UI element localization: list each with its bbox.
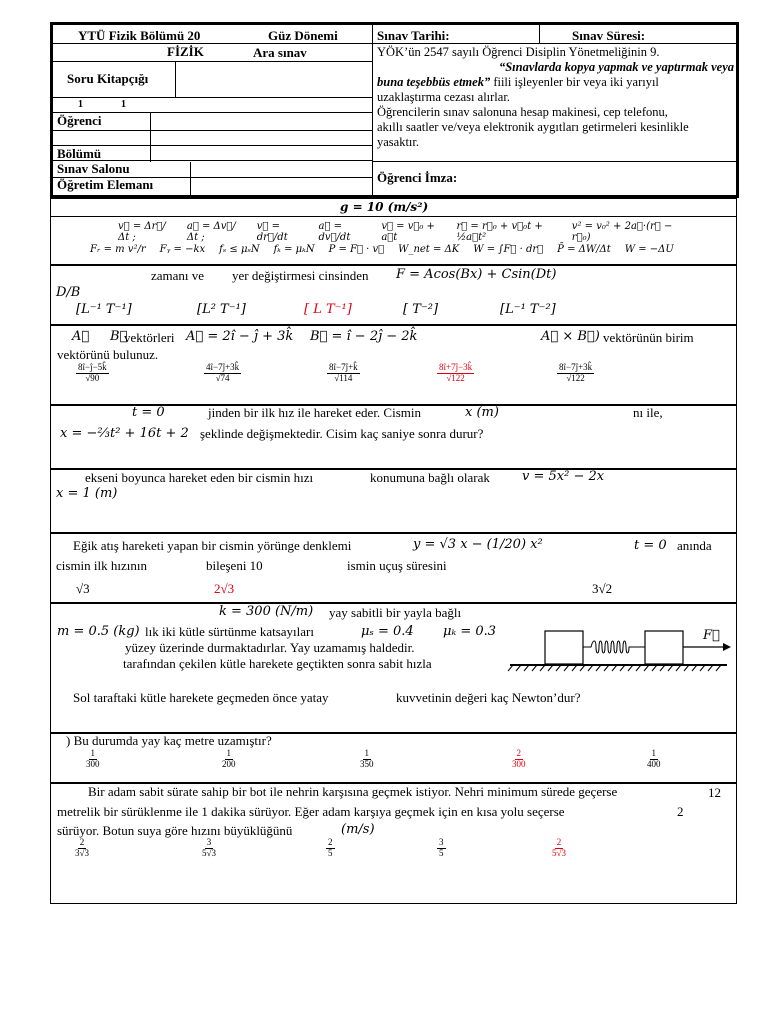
- q5-line2-a: cismin ilk hızının: [56, 558, 147, 573]
- q5-option-c: 3√2: [592, 581, 613, 596]
- q3-equation: x = −⅔t² + 16t + 2: [60, 426, 189, 441]
- course-line: YTÜ Fizik Bölümü 20: [78, 28, 201, 43]
- formula-row-2: Fᵣ = m v²/r Fᵧ = −kx fₛ ≤ μₛN fₖ = μₖN P = F⃗ · v⃗ W_net = ΔK W = ∫F⃗ · dr⃗ P̄ = ΔW/Δt W = −ΔU: [90, 244, 674, 255]
- q4-equation: v = 5x² − 2x: [522, 469, 605, 484]
- q8-option-a: $\frac{2}{3√3}$: [75, 837, 89, 858]
- q8-line2: metrelik bir sürüklenme ile 1 dakika sürüyor. Eğer adam karşıya geçmek için en kısa yolu seçerse: [57, 804, 565, 819]
- q6-mus: μₛ = 0.4: [361, 624, 414, 639]
- q6-muk: μₖ = 0.3: [443, 624, 497, 639]
- q8-option-e: $\frac{2}{5√3}$: [552, 837, 566, 858]
- q3-text-b: nı ile,: [633, 405, 663, 420]
- q3-t0: t = 0: [132, 405, 165, 420]
- exam-duration-label: Sınav Süresi:: [572, 28, 646, 43]
- q1-text-b: yer değiştirmesi cinsinden: [232, 268, 369, 283]
- term: Güz Dönemi: [268, 28, 338, 43]
- q2-option-a: $\frac{8î-ĵ-5k̂}{√90}$: [78, 362, 107, 383]
- rules-text: YÖK’ün 2547 sayılı Öğrenci Disiplin Yönetmeliğinin 9. “Sınavlarda kopya yapmak ve yaptırmak veya buna teşebbüs etmek” fiili işleyenler bir veya iki yarıyıl uzaklaştırma cezası alırlar. Öğrencilerin sınav salonuna hesap makinesi, cep telefonu, akıllı saatler ve/veya elektronik aygıtları getirmeleri kesinlikle yasaktır.: [377, 45, 734, 149]
- q8-line1: Bir adam sabit sürate sahip bir bot ile nehrin karşısına geçmek istiyor. Nehri minimum sürede geçerse: [88, 784, 618, 799]
- booklet-label: Soru Kitapçığı: [67, 71, 149, 86]
- q1-option-d: [ T⁻²]: [403, 302, 439, 317]
- formula-row-1: v⃗ = Δr⃗/Δt ; a⃗ = Δv⃗/Δt ; v⃗ = dr⃗/dt a⃗ = dv⃗/dt v⃗ = v⃗₀ + a⃗t r⃗ = r⃗₀ + v⃗₀t + ½a⃗t² v² = v₀² + 2a⃗·(r⃗ − r⃗₀): [118, 221, 673, 243]
- force-arrow-head: [723, 643, 731, 651]
- q8-unit: (m/s): [341, 822, 375, 837]
- q6-m: m = 0.5 (kg): [57, 624, 140, 639]
- q6-line5: Sol taraftaki kütle harekete geçmeden önce yatay: [73, 690, 329, 705]
- q7-option-b: $\frac{1}{200}$: [222, 748, 236, 769]
- q2-b-def: B⃗ = î − 2ĵ − 2k̂: [310, 329, 418, 344]
- exam-date-label: Sınav Tarihi:: [377, 28, 450, 43]
- room-label: Sınav Salonu: [57, 161, 130, 176]
- subject: FİZİK: [167, 44, 204, 59]
- force-label: F⃗: [703, 628, 720, 643]
- q2-a-vec: A⃗: [72, 329, 90, 344]
- q2-text: vektörleri: [124, 330, 175, 345]
- left-block: [545, 631, 583, 664]
- q2-text-end: vektörünün birim: [603, 330, 694, 345]
- q5-text-a: Eğik atış hareketi yapan bir cismin yörünge denklemi: [73, 538, 352, 553]
- q7-option-a: $\frac{1}{300}$: [86, 748, 100, 769]
- exam-type: Ara sınav: [253, 45, 307, 60]
- gravity-constant: g = 10 (m/s²): [340, 200, 429, 214]
- q5-line2-c: ismin uçuş süresini: [347, 558, 447, 573]
- signature-label: Öğrenci İmza:: [377, 170, 458, 185]
- q2-line2: vektörünü bulunuz.: [57, 347, 159, 362]
- q2-option-d: $\frac{8î+7ĵ-3k̂}{√122}$: [439, 362, 473, 383]
- booklet-mark-1: 1: [78, 99, 83, 110]
- q5-option-b: 2√3: [214, 581, 235, 596]
- q1-formula: F = Acos(Bx) + Csin(Dt): [396, 267, 557, 282]
- q2-b-vec: B⃗: [110, 329, 128, 344]
- q5-text-b: anında: [677, 538, 712, 553]
- q2-option-b: $\frac{4î-7ĵ+3k̂}{√74}$: [206, 362, 240, 383]
- question-8: [50, 783, 737, 904]
- q8-n2: 2: [677, 804, 684, 819]
- q7-option-d: $\frac{2}{300}$: [512, 748, 526, 769]
- department-label: Bölümü: [57, 146, 102, 161]
- q8-n12: 12: [708, 785, 721, 800]
- q5-line2-b: bileşeni 10: [206, 558, 263, 573]
- q6-line5b: kuvvetinin değeri kaç Newton’dur?: [396, 690, 581, 705]
- q5-option-a: √3: [76, 581, 90, 596]
- q8-line3: sürüyor. Botun suya göre hızını büyüklüğünü: [57, 823, 293, 838]
- q5-t0: t = 0: [634, 538, 667, 553]
- q1-option-a: [L⁻¹ T⁻¹]: [76, 302, 132, 317]
- q3-text-a: jinden bir ilk hız ile hareket eder. Cismin: [208, 405, 422, 420]
- q1-option-e: [L⁻¹ T⁻²]: [500, 302, 556, 317]
- q6-line4: tarafından çekilen kütle harekete geçtikten sonra sabit hızla: [123, 656, 432, 671]
- q8-option-c: $\frac{2}{5}$: [328, 837, 333, 858]
- q2-a-def: A⃗ = 2î − ĵ + 3k̂: [186, 329, 294, 344]
- q6-line2: lık iki kütle sürtünme katsayıları: [145, 624, 314, 639]
- q1-option-c: [ L T⁻¹]: [304, 302, 352, 317]
- q6-line1: yay sabitli bir yayla bağlı: [329, 605, 462, 620]
- q7-text: ) Bu durumda yay kaç metre uzamıştır?: [66, 733, 272, 748]
- q1-line2: D/B: [56, 285, 81, 300]
- right-block: [645, 631, 683, 664]
- spring: [583, 641, 645, 653]
- q2-option-c: $\frac{8î-7ĵ+k̂}{√114}$: [329, 362, 358, 383]
- q4-line2: x = 1 (m): [56, 486, 118, 501]
- q8-option-d: $\frac{3}{5}$: [439, 837, 444, 858]
- q5-equation: y = √3 x − (1/20) x²: [413, 537, 543, 552]
- q6-line3: yüzey üzerinde durmaktadırlar. Yay uzamamış haldedir.: [125, 640, 415, 655]
- q4-text-b: konumuna bağlı olarak: [370, 470, 490, 485]
- q8-option-b: $\frac{3}{5√3}$: [202, 837, 216, 858]
- q2-cross: A⃗ × B⃗): [541, 329, 600, 344]
- q3-text-c: şeklinde değişmektedir. Cisim kaç saniye sonra durur?: [200, 426, 484, 441]
- q3-x-unit: x (m): [465, 405, 499, 420]
- booklet-mark-2: 1: [121, 99, 126, 110]
- spring-block-diagram: [505, 623, 735, 673]
- q6-k: k = 300 (N/m): [219, 604, 314, 619]
- q4-text-a: ekseni boyunca hareket eden bir cismin hızı: [85, 470, 314, 485]
- q1-option-b: [L² T⁻¹]: [197, 302, 246, 317]
- q2-option-e: $\frac{8î-7ĵ+3k̂}{√122}$: [559, 362, 593, 383]
- student-label: Öğrenci: [57, 113, 102, 128]
- q7-option-e: $\frac{1}{400}$: [647, 748, 661, 769]
- instructor-label: Öğretim Elemanı: [57, 177, 154, 192]
- q1-text-a: zamanı ve: [151, 268, 205, 283]
- q7-option-c: $\frac{1}{350}$: [360, 748, 374, 769]
